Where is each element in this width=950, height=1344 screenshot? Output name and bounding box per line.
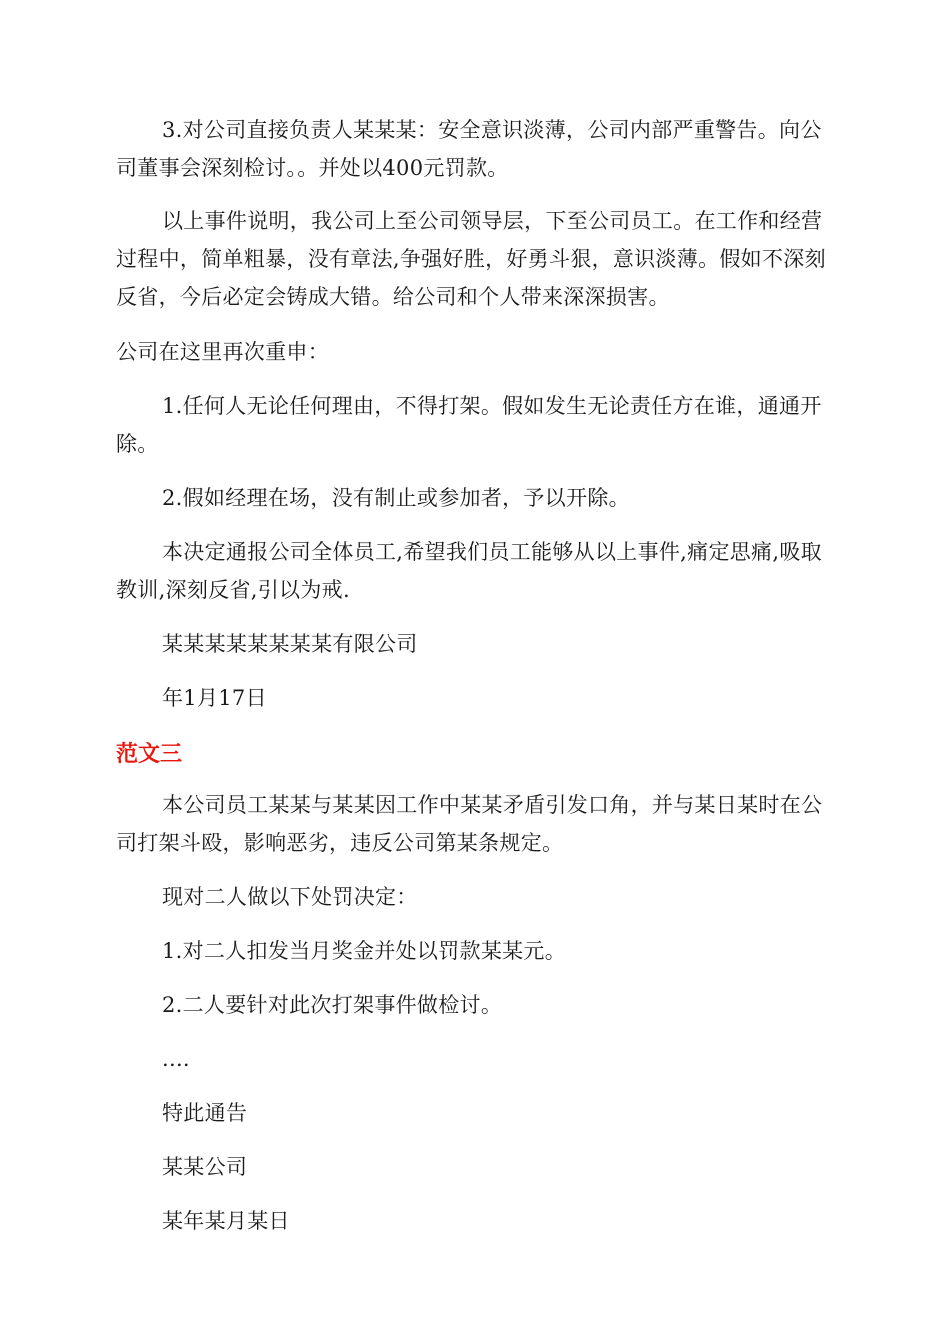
penalty-item-3: 3.对公司直接负责人某某某：安全意识淡薄，公司内部严重警告。向公司董事会深刻检讨。。并处以400元罚款。: [116, 118, 822, 180]
rule-2: 2.假如经理在场，没有制止或参加者，予以开除。: [162, 486, 630, 510]
decision-item-1: 1.对二人扣发当月奖金并处以罚款某某元。: [162, 939, 567, 963]
decision-item-2: 2.二人要针对此次打架事件做检讨。: [162, 993, 503, 1017]
notice-closing: 特此通告: [162, 1101, 248, 1125]
incident-paragraph: 本公司员工某某与某某因工作中某某矛盾引发口角，并与某日某时在公司打架斗殴，影响恶劣，违反公司第某条规定。: [116, 793, 823, 855]
rule-1: 1.任何人无论任何理由，不得打架。假如发生无论责任方在谁，通通开除。: [116, 394, 822, 456]
company-name: 某某公司: [162, 1155, 248, 1179]
ellipsis: ....: [162, 1047, 190, 1071]
decision-notice: 本决定通报公司全体员工,希望我们员工能够从以上事件,痛定思痛,吸取教训,深刻反省,引以为戒.: [116, 540, 822, 602]
notice-date: 某年某月某日: [162, 1209, 290, 1233]
section-heading: 范文三: [116, 742, 183, 767]
summary-paragraph: 以上事件说明，我公司上至公司领导层，下至公司员工。在工作和经营过程中，简单粗暴，没有章法,争强好胜，好勇斗狠，意识淡薄。假如不深刻反省，今后必定会铸成大错。给公司和个人带来深深损害。: [116, 209, 826, 309]
reiterate-line: 公司在这里再次重申：: [116, 340, 329, 364]
company-signature: 某某某某某某某某有限公司: [162, 632, 418, 656]
decision-intro: 现对二人做以下处罚决定：: [162, 885, 418, 909]
signature-date: 年1月17日: [162, 686, 267, 710]
